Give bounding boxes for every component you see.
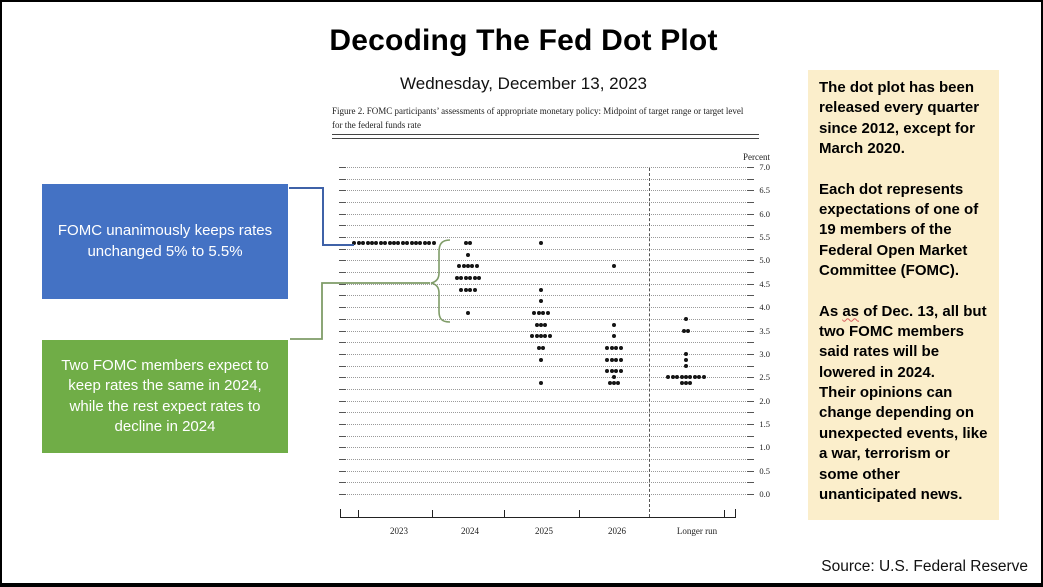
x-axis-year-label: 2025 — [535, 526, 553, 536]
projection-dot — [405, 241, 409, 245]
green-brace-2024 — [431, 240, 450, 322]
callout-2024-expectations-text: Two FOMC members expect to keep rates the same in 2024, while the rest expect rates to decline in 2024 — [61, 357, 269, 435]
gridline-left-cap — [339, 331, 346, 332]
gridline — [339, 447, 754, 448]
gridline — [339, 179, 754, 180]
x-axis-tick — [724, 510, 725, 517]
x-axis-year-label: Longer run — [676, 526, 718, 536]
projection-dot — [605, 369, 609, 373]
gridline — [339, 202, 754, 203]
gridline-right-cap — [747, 179, 754, 180]
y-axis-tick-label: 0.0 — [759, 489, 770, 499]
projection-dot — [427, 241, 431, 245]
gridline-left-cap — [339, 494, 346, 495]
projection-dot — [680, 381, 684, 385]
projection-dot — [464, 288, 468, 292]
gridline — [339, 331, 754, 332]
projection-dot — [680, 375, 684, 379]
y-axis-title: Percent — [743, 152, 770, 162]
gridline-right-cap — [747, 319, 754, 320]
projection-dot — [535, 323, 539, 327]
projection-dot — [693, 375, 697, 379]
projection-dot — [539, 334, 543, 338]
projection-dot — [466, 264, 470, 268]
y-axis-tick-label: 1.5 — [759, 418, 770, 429]
x-axis-year-label: 2024 — [461, 526, 479, 536]
gridline-right-cap — [747, 225, 754, 226]
figure-caption: Figure 2. FOMC participants’ assessments of appropriate monetary policy: Midpoint of target range or target level for the federal funds rate — [332, 106, 744, 130]
projection-dot — [614, 369, 618, 373]
y-axis-tick-label: 6.5 — [759, 185, 770, 196]
gridline-left-cap — [339, 459, 346, 460]
projection-dot — [457, 264, 461, 268]
gridline-left-cap — [339, 471, 346, 472]
gridline-left-cap — [339, 319, 346, 320]
gridline-right-cap — [747, 412, 754, 413]
projection-dot — [370, 241, 374, 245]
gridline-right-cap — [747, 436, 754, 437]
gridline-left-cap — [339, 272, 346, 273]
gridline-left-cap — [339, 377, 346, 378]
sidebar-paragraph-dec13 — [819, 302, 988, 384]
projection-dot — [702, 375, 706, 379]
projection-dot — [466, 311, 470, 315]
gridline — [339, 167, 754, 168]
gridline-right-cap — [747, 249, 754, 250]
gridline — [339, 307, 754, 308]
projection-dot — [610, 358, 614, 362]
y-axis-tick-label: 4.5 — [759, 278, 770, 289]
projection-dot — [610, 369, 614, 373]
y-axis-tick-label: 1.0 — [759, 442, 770, 453]
figure-caption-rule — [332, 134, 759, 139]
gridline — [339, 389, 754, 390]
gridline — [339, 412, 754, 413]
projection-dot — [401, 241, 405, 245]
projection-dot — [462, 264, 466, 268]
sidebar-p3-lead: As — [819, 302, 843, 320]
projection-dot — [414, 241, 418, 245]
projection-dot — [455, 276, 459, 280]
gridline-left-cap — [339, 412, 346, 413]
projection-dot — [684, 317, 688, 321]
gridline-right-cap — [747, 366, 754, 367]
projection-dot — [468, 241, 472, 245]
gridline-right-cap — [747, 202, 754, 203]
projection-dot — [535, 334, 539, 338]
projection-dot — [468, 288, 472, 292]
gridline — [339, 342, 754, 343]
projection-dot — [612, 334, 616, 338]
x-axis-year-label: 2026 — [608, 526, 626, 536]
y-axis-tick-label: 7.0 — [759, 162, 770, 172]
gridline-right-cap — [747, 389, 754, 390]
sidebar-note — [808, 70, 999, 520]
projection-dot — [388, 241, 392, 245]
projection-dot — [543, 323, 547, 327]
projection-dot — [605, 346, 609, 350]
projection-dot — [374, 241, 378, 245]
y-axis-tick-label: 4.0 — [759, 302, 770, 313]
x-axis-tick — [579, 510, 580, 517]
gridline-left-cap — [339, 401, 346, 402]
gridline-left-cap — [339, 366, 346, 367]
gridline-left-cap — [339, 424, 346, 425]
projection-dot — [612, 381, 616, 385]
callout-rates-unchanged-text: FOMC unanimously keeps rates unchanged 5% to 5.5% — [57, 222, 273, 260]
longer-run-divider-line — [649, 168, 650, 517]
gridline-left-cap — [339, 202, 346, 203]
projection-dot — [366, 241, 370, 245]
gridline-left-cap — [339, 225, 346, 226]
gridline — [339, 284, 754, 285]
slide-date: Wednesday, December 13, 2023 — [400, 74, 647, 93]
projection-dot — [614, 346, 618, 350]
x-axis-tick — [432, 510, 433, 517]
projection-dot — [548, 334, 552, 338]
projection-dot — [473, 276, 477, 280]
gridline-left-cap — [339, 284, 346, 285]
gridline-left-cap — [339, 295, 346, 296]
gridline — [339, 237, 754, 238]
projection-dot — [352, 241, 356, 245]
projection-dot — [612, 375, 616, 379]
projection-dot — [619, 369, 623, 373]
projection-dot — [464, 276, 468, 280]
projection-dot — [543, 334, 547, 338]
projection-dot — [684, 358, 688, 362]
projection-dot — [619, 358, 623, 362]
projection-dot — [684, 375, 688, 379]
gridline — [339, 436, 754, 437]
gridline — [339, 249, 754, 250]
y-axis-tick-label: 5.5 — [759, 232, 770, 243]
projection-dot — [361, 241, 365, 245]
projection-dot — [684, 381, 688, 385]
gridline-left-cap — [339, 447, 346, 448]
projection-dot — [418, 241, 422, 245]
x-axis-line — [340, 517, 736, 518]
x-axis-endcap — [340, 509, 341, 518]
gridline-left-cap — [339, 342, 346, 343]
x-axis-year-label: 2023 — [390, 526, 408, 536]
projection-dot — [697, 375, 701, 379]
sidebar-p3-rest: of Dec. 13, all but two FOMC members said rates will be lowered in 2024. — [819, 302, 987, 381]
projection-dot — [539, 288, 543, 292]
projection-dot — [432, 241, 436, 245]
projection-dot — [383, 241, 387, 245]
projection-dot — [537, 311, 541, 315]
projection-dot — [396, 241, 400, 245]
gridline — [339, 295, 754, 296]
y-axis-tick-label: 3.5 — [759, 325, 770, 336]
projection-dot — [675, 375, 679, 379]
projection-dot — [423, 241, 427, 245]
projection-dot — [475, 264, 479, 268]
y-axis-tick-label: 0.5 — [759, 465, 770, 476]
x-axis-tick — [504, 510, 505, 517]
gridline — [339, 190, 754, 191]
projection-dot — [688, 375, 692, 379]
y-axis-tick-label: 2.0 — [759, 395, 770, 406]
projection-dot — [357, 241, 361, 245]
gridline — [339, 319, 754, 320]
gridline-left-cap — [339, 190, 346, 191]
projection-dot — [459, 288, 463, 292]
gridline-left-cap — [339, 249, 346, 250]
gridline-left-cap — [339, 436, 346, 437]
sidebar-paragraph-dots: Each dot represents expectations of one of 19 members of the Federal Open Market Committee (FOMC). — [819, 180, 979, 280]
gridline — [339, 214, 754, 215]
sidebar-paragraph-opinions: Their opinions can change depending on unexpected events, like a war, terrorism or some other unanticipated news. — [819, 384, 988, 504]
projection-dot — [612, 264, 616, 268]
x-axis-endcap — [735, 509, 736, 518]
gridline-left-cap — [339, 237, 346, 238]
gridline-right-cap — [747, 342, 754, 343]
projection-dot — [464, 241, 468, 245]
gridline — [339, 366, 754, 367]
callout-2024-expectations — [42, 340, 288, 453]
gridline — [339, 459, 754, 460]
gridline-right-cap — [747, 295, 754, 296]
projection-dot — [616, 381, 620, 385]
projection-dot — [473, 288, 477, 292]
projection-dot — [468, 276, 472, 280]
gridline — [339, 354, 754, 355]
gridline-left-cap — [339, 389, 346, 390]
gridline — [339, 482, 754, 483]
gridline-right-cap — [747, 459, 754, 460]
projection-dot — [684, 352, 688, 356]
y-axis-tick-label: 5.0 — [759, 255, 770, 266]
projection-dot — [608, 381, 612, 385]
projection-dot — [539, 299, 543, 303]
sidebar-p3-typo: as — [842, 302, 860, 320]
source-credit: Source: U.S. Federal Reserve — [821, 558, 1028, 575]
projection-dot — [688, 381, 692, 385]
gridline-left-cap — [339, 214, 346, 215]
projection-dot — [477, 276, 481, 280]
gridline-left-cap — [339, 482, 346, 483]
projection-dot — [539, 241, 543, 245]
projection-dot — [459, 276, 463, 280]
projection-dot — [530, 334, 534, 338]
projection-dot — [539, 358, 543, 362]
gridline — [339, 272, 754, 273]
callout-rates-unchanged — [42, 184, 288, 299]
gridline-right-cap — [747, 482, 754, 483]
projection-dot — [684, 364, 688, 368]
projection-dot — [466, 253, 470, 257]
projection-dot — [612, 323, 616, 327]
y-axis-tick-label: 3.0 — [759, 348, 770, 359]
projection-dot — [379, 241, 383, 245]
projection-dot — [610, 346, 614, 350]
projection-dot — [537, 346, 541, 350]
projection-dot — [539, 323, 543, 327]
projection-dot — [682, 329, 686, 333]
projection-dot — [605, 358, 609, 362]
projection-dot — [541, 311, 545, 315]
projection-dot — [614, 358, 618, 362]
gridline-right-cap — [747, 272, 754, 273]
gridline — [339, 225, 754, 226]
projection-dot — [410, 241, 414, 245]
gridline-left-cap — [339, 179, 346, 180]
x-axis-tick — [358, 510, 359, 517]
gridline-left-cap — [339, 260, 346, 261]
projection-dot — [470, 264, 474, 268]
projection-dot — [541, 346, 545, 350]
projection-dot — [546, 311, 550, 315]
sidebar-paragraph-history: The dot plot has been released every quarter since 2012, except for March 2020. — [819, 79, 980, 158]
gridline — [339, 260, 754, 261]
projection-dot — [686, 329, 690, 333]
projection-dot — [539, 381, 543, 385]
projection-dot — [392, 241, 396, 245]
projection-dot — [671, 375, 675, 379]
page-title: Decoding The Fed Dot Plot — [329, 24, 718, 57]
projection-dot — [619, 346, 623, 350]
gridline-left-cap — [339, 354, 346, 355]
projection-dot — [666, 375, 670, 379]
gridline-left-cap — [339, 167, 346, 168]
gridline — [339, 401, 754, 402]
gridline — [339, 471, 754, 472]
y-axis-tick-label: 2.5 — [759, 372, 770, 383]
gridline-left-cap — [339, 307, 346, 308]
y-axis-tick-label: 6.0 — [759, 208, 770, 219]
gridline — [339, 424, 754, 425]
gridline — [339, 494, 754, 495]
projection-dot — [532, 311, 536, 315]
